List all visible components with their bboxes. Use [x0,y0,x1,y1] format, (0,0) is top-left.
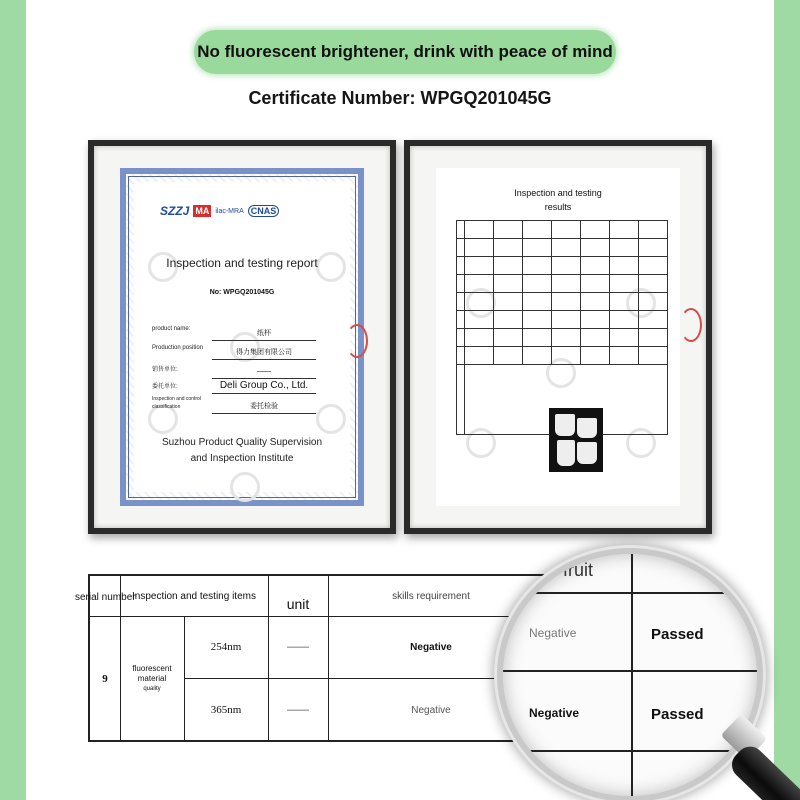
cup-shape [555,414,575,436]
seller-text: —— [257,368,271,375]
red-seal-icon [346,324,368,358]
unit-row-2: —— [287,704,309,716]
results-title-line-2: results [544,202,572,212]
table-row [457,293,668,311]
cup-shape [577,418,597,438]
header-fruit: fruit [563,560,594,580]
left-certificate-frame [88,140,396,534]
client-text: Deli Group Co., Ltd. [219,380,309,391]
left-mat [94,146,390,528]
red-seal-icon [680,308,702,342]
product-name-label: product name: [152,326,191,332]
divider [503,592,757,594]
result-row-2: Negative [529,706,580,720]
header-requirement: skills requirement [392,590,470,602]
inspection-type-label: Inspection and control classification [152,396,201,410]
seller-label: 销售单位: [152,367,178,373]
headline-text: No fluorescent brightener, drink with peace of mind [197,42,613,61]
results-title-line-1: Inspection and testing [514,188,602,198]
client-value [212,375,316,394]
requirement-row-1: Negative [410,641,452,653]
table-row [457,311,668,329]
ilac-logo: ilac-MRA [215,207,244,215]
header-items: Inspection and testing items [132,590,256,602]
watermark-icon [316,404,346,434]
accreditation-logos [160,204,279,218]
right-certificate-frame [404,140,712,534]
org-line-1: Suzhou Product Quality Supervision [161,437,323,448]
item-name [120,654,184,704]
cup-shape [557,440,575,466]
verdict-row-2: Passed [651,706,704,723]
requirement-row-2: Negative [411,704,451,716]
table-row [457,257,668,275]
issuing-organization [134,435,350,467]
watermark-icon [230,472,260,502]
table-row [457,329,668,347]
table-row [457,221,668,239]
inspection-report-document [120,168,364,506]
results-table [456,220,668,435]
table-row [457,347,668,365]
test-results-document [436,168,680,506]
header-serial: serial number [75,592,136,603]
table-row [457,239,668,257]
verdict-row-1: Passed [651,626,704,643]
unit-row-1: —— [287,641,309,653]
inspection-type-text: 委托检验 [250,403,278,410]
divider [631,554,633,796]
production-position-text: 得力集团有限公司 [236,349,292,356]
result-row-1: Negative [529,626,577,640]
right-mat [410,146,706,528]
results-title [436,186,680,214]
production-position-value [212,341,316,360]
item-name-line-3: quality [143,686,161,692]
report-number: No: WPGQ201045G [209,289,275,296]
report-body [134,182,350,492]
row-number: 9 [102,673,108,685]
product-name-value [212,322,316,341]
production-position-label: Production position [152,345,204,351]
paper-cup-photo [549,408,603,472]
header-unit: unit [286,596,310,612]
magnifying-glass-lens [497,548,763,800]
table-row [457,275,668,293]
cup-shape [577,442,597,464]
wavelength-365: 365nm [210,704,242,716]
client-label: 委托单位: [152,384,178,390]
ma-logo: MA [195,206,210,216]
wavelength-254: 254nm [210,641,242,653]
divider [503,750,757,752]
product-name-text: 纸杯 [257,330,271,337]
item-name-line-2: material [137,674,167,683]
headline-banner [194,30,616,74]
szzj-logo: SZZJ [160,204,190,218]
divider [503,670,757,672]
certificate-number: Certificate Number: WPGQ201045G [248,88,552,108]
item-name-line-1: fluorescent [132,664,172,673]
org-line-2: and Inspection Institute [190,453,294,464]
inspection-type-value [212,395,316,414]
cnas-logo: CNAS [248,205,280,217]
report-title: Inspection and testing report [166,256,318,270]
